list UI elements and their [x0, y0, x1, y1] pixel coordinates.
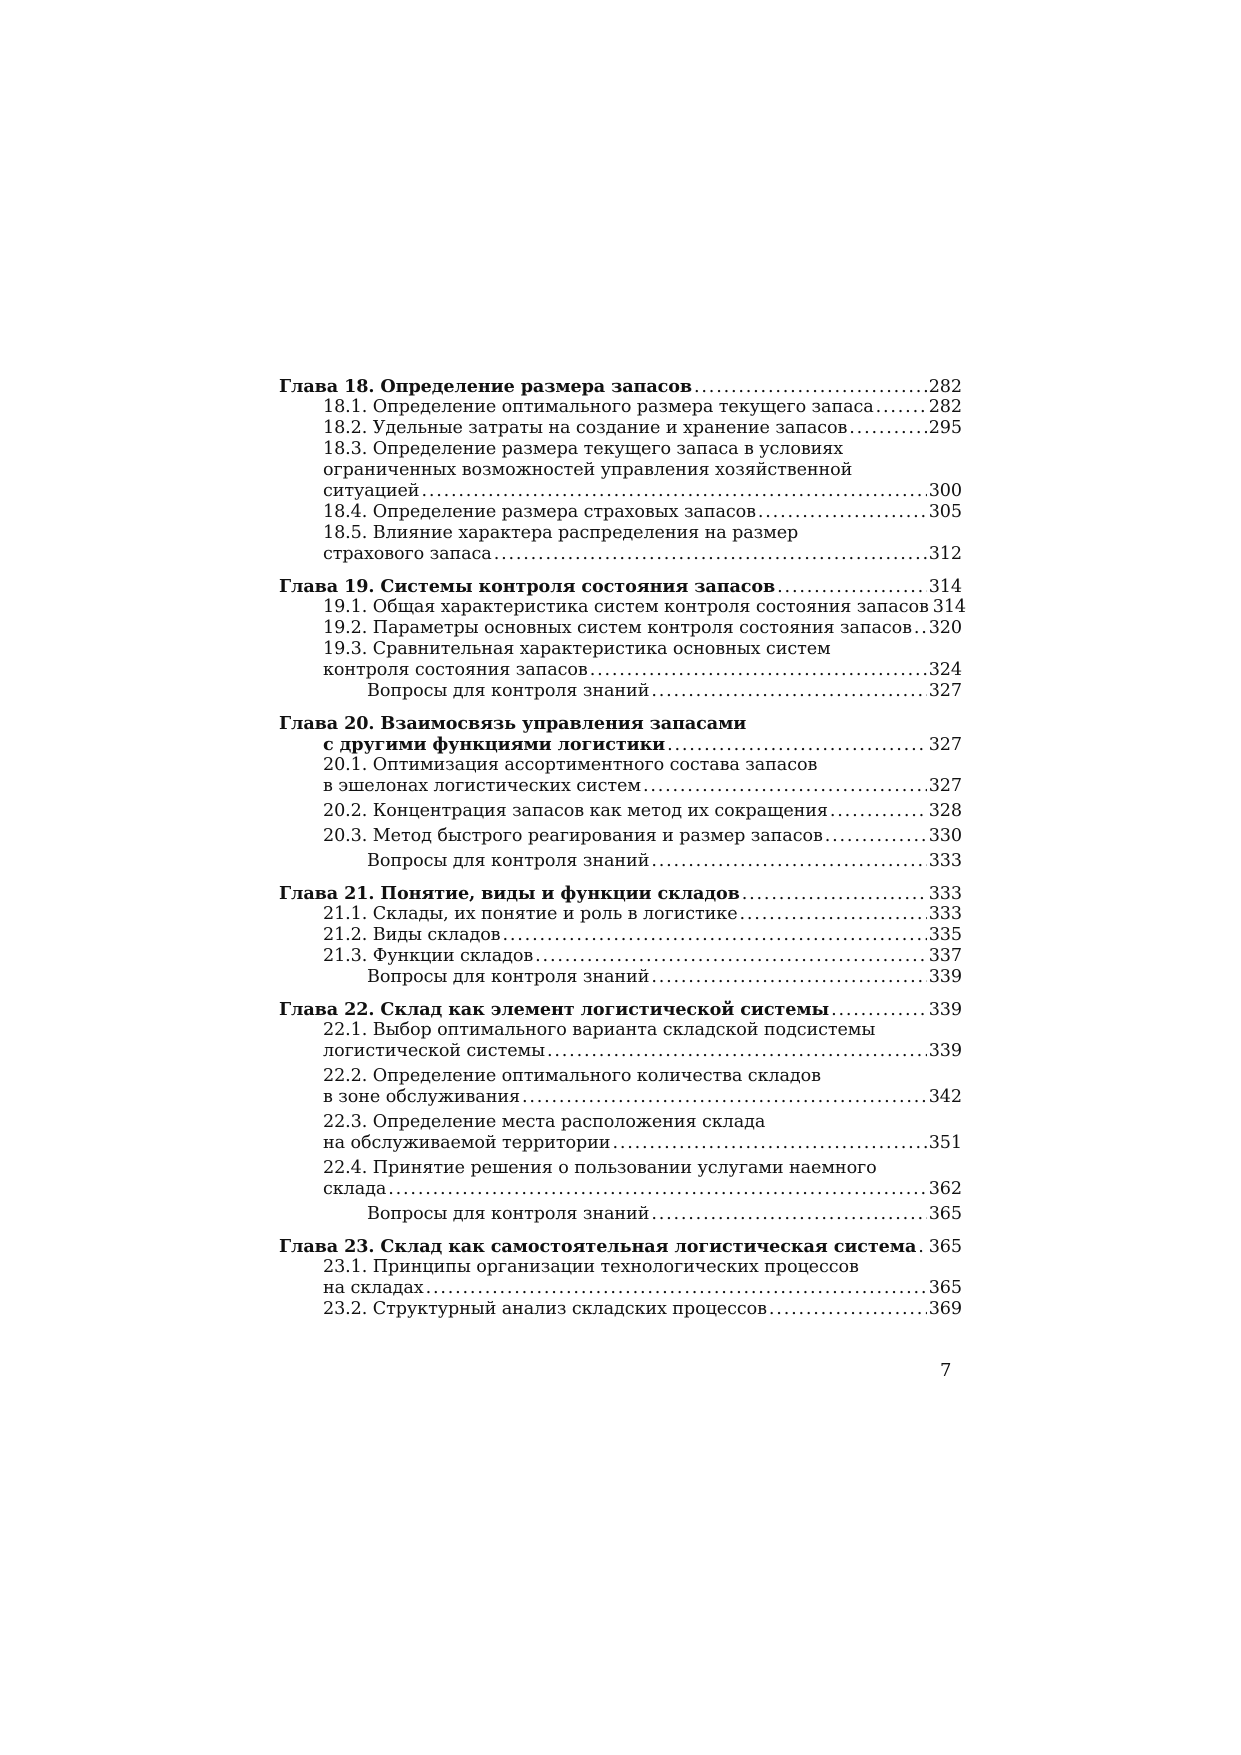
- toc-entry-title: 23.1. Принципы организации технологических процессов: [323, 1257, 859, 1277]
- leader-dots: [522, 1087, 927, 1108]
- toc-entry-title: 23.2. Структурный анализ складских процессов: [323, 1299, 767, 1319]
- leader-dots: [651, 681, 926, 702]
- toc-page-number: 330: [928, 826, 962, 846]
- toc-page-number: 327: [928, 735, 962, 755]
- toc-entry-title: 19.2. Параметры основных систем контроля состояния запасов: [323, 618, 912, 638]
- toc-entry-title: логистической системы: [323, 1041, 545, 1061]
- toc-page-number: 324: [928, 660, 962, 680]
- toc-section[interactable]: [279, 439, 962, 502]
- toc-entry-title: 18.5. Влияние характера распределения на размер: [323, 523, 799, 543]
- leader-dots: [876, 397, 927, 418]
- toc-questions[interactable]: [279, 851, 962, 872]
- leader-dots: [740, 904, 927, 925]
- leader-dots: [426, 1278, 927, 1299]
- toc-entry-title: 18.1. Определение оптимального размера текущего запаса: [323, 397, 874, 417]
- leader-dots: [651, 851, 926, 872]
- leader-dots: [667, 735, 927, 756]
- toc-section[interactable]: [279, 904, 962, 925]
- leader-dots: [590, 660, 927, 681]
- toc-page-number: 365: [928, 1204, 962, 1224]
- toc-page-number: 365: [928, 1237, 962, 1257]
- toc-entry-title: 20.3. Метод быстрого реагирования и размер запасов: [323, 826, 823, 846]
- leader-dots: [503, 925, 927, 946]
- toc-entry-title: склада: [323, 1179, 387, 1199]
- toc-page-number: 314: [928, 577, 962, 597]
- leader-dots: [918, 1237, 926, 1258]
- leader-dots: [643, 776, 927, 797]
- leader-dots: [547, 1041, 927, 1062]
- toc-entry-title: 21.2. Виды складов: [323, 925, 501, 945]
- leader-dots: [825, 826, 927, 847]
- toc-entry-title: ограниченных возможностей управления хозяйственной: [323, 460, 853, 480]
- toc-page-number: 300: [928, 481, 962, 501]
- toc-entry-title: с другими функциями логистики: [323, 734, 666, 755]
- toc-questions[interactable]: [279, 681, 962, 702]
- toc-entry-title: Глава 20. Взаимосвязь управления запасами: [279, 713, 747, 734]
- toc-section[interactable]: [279, 1158, 962, 1200]
- toc-page-number: 365: [928, 1278, 962, 1298]
- leader-dots: [535, 946, 927, 967]
- leader-dots: [651, 967, 926, 988]
- toc-entry-title: 19.3. Сравнительная характеристика основных систем: [323, 639, 831, 659]
- toc-section[interactable]: [279, 397, 962, 418]
- toc-entry-title: в зоне обслуживания: [323, 1087, 520, 1107]
- leader-dots: [612, 1133, 926, 1154]
- leader-dots: [831, 1000, 927, 1021]
- toc-entry-title: Глава 22. Склад как элемент логистической системы: [279, 999, 830, 1020]
- toc-chapter[interactable]: [279, 999, 962, 1020]
- toc-entry-title: 18.2. Удельные затраты на создание и хранение запасов: [323, 418, 848, 438]
- toc-section[interactable]: [279, 1020, 962, 1062]
- toc-entry-title: Глава 21. Понятие, виды и функции складов: [279, 883, 740, 904]
- toc-chapter[interactable]: [279, 576, 962, 597]
- toc-page-number: 337: [928, 946, 962, 966]
- toc-section[interactable]: [279, 1257, 962, 1299]
- toc-page-number: 335: [928, 925, 962, 945]
- toc-entry-title: 22.3. Определение места расположения склада: [323, 1112, 766, 1132]
- toc-page-number: 339: [928, 1041, 962, 1061]
- toc-chapter[interactable]: [279, 883, 962, 904]
- leader-dots: [494, 544, 927, 565]
- toc-section[interactable]: [279, 418, 962, 439]
- toc-chapter[interactable]: [279, 1236, 962, 1257]
- toc-entry-title: 20.2. Концентрация запасов как метод их сокращения: [323, 801, 828, 821]
- toc-section[interactable]: [279, 946, 962, 967]
- toc-entry-title: 19.1. Общая характеристика систем контроля состояния запасов: [323, 597, 929, 617]
- toc-page-number: 282: [928, 397, 962, 417]
- toc-chapter[interactable]: [279, 713, 962, 755]
- toc-page-number: 333: [928, 884, 962, 904]
- toc-section[interactable]: [279, 618, 962, 639]
- toc-section[interactable]: [279, 523, 962, 565]
- toc-entry-title: Глава 23. Склад как самостоятельная логистическая система: [279, 1236, 917, 1257]
- toc-section[interactable]: [279, 502, 962, 523]
- toc-page-number: 327: [928, 776, 962, 796]
- toc-entry-title: 18.3. Определение размера текущего запаса в условиях: [323, 439, 844, 459]
- toc-section[interactable]: [279, 755, 962, 797]
- toc-entry-title: на обслуживаемой территории: [323, 1133, 611, 1153]
- toc-entry-title: на складах: [323, 1278, 424, 1298]
- toc-page-number: 305: [928, 502, 962, 522]
- leader-dots: [694, 377, 927, 398]
- toc-section[interactable]: [279, 1066, 962, 1108]
- leader-dots: [421, 481, 926, 502]
- toc-section[interactable]: [279, 597, 967, 618]
- toc-page-number: 282: [928, 377, 962, 397]
- toc-section[interactable]: [279, 1112, 962, 1154]
- toc-page-number: 351: [928, 1133, 962, 1153]
- toc-entry-title: 21.1. Склады, их понятие и роль в логистике: [323, 904, 738, 924]
- toc-entry-title: Вопросы для контроля знаний: [367, 851, 650, 871]
- leader-dots: [769, 1299, 927, 1320]
- toc-questions[interactable]: [279, 967, 962, 988]
- toc-section[interactable]: [279, 1299, 962, 1320]
- toc-page-number: 333: [928, 851, 962, 871]
- toc-entry-title: 22.2. Определение оптимального количества складов: [323, 1066, 821, 1086]
- toc-page-number: 369: [928, 1299, 962, 1319]
- toc-section[interactable]: [279, 801, 962, 822]
- leader-dots: [758, 502, 927, 523]
- toc-entry-title: 22.1. Выбор оптимального варианта складской подсистемы: [323, 1020, 876, 1040]
- toc-page-number: 342: [928, 1087, 962, 1107]
- toc-entry-title: 21.3. Функции складов: [323, 946, 534, 966]
- toc-page-number: 333: [928, 904, 962, 924]
- toc-page-number: 295: [928, 418, 962, 438]
- table-of-contents: [279, 376, 967, 1320]
- toc-entry-title: страхового запаса: [323, 544, 492, 564]
- leader-dots: [830, 801, 927, 822]
- toc-page-number: 328: [928, 801, 962, 821]
- toc-section[interactable]: [279, 925, 962, 946]
- toc-page-number: 327: [928, 681, 962, 701]
- toc-entry-title: Глава 18. Определение размера запасов: [279, 376, 693, 397]
- toc-section[interactable]: [279, 826, 962, 847]
- toc-section[interactable]: [279, 639, 962, 681]
- toc-page-number: 320: [928, 618, 962, 638]
- page-number: 7: [940, 1360, 952, 1381]
- toc-entry-title: ситуацией: [323, 481, 420, 501]
- leader-dots: [651, 1204, 926, 1225]
- toc-entry-title: Вопросы для контроля знаний: [367, 1204, 650, 1224]
- leader-dots: [388, 1179, 926, 1200]
- toc-entry-title: в эшелонах логистических систем: [323, 776, 641, 796]
- toc-entry-title: 18.4. Определение размера страховых запасов: [323, 502, 756, 522]
- toc-entry-title: 20.1. Оптимизация ассортиментного состава запасов: [323, 755, 818, 775]
- toc-questions[interactable]: [279, 1204, 962, 1225]
- toc-page-number: 314: [932, 597, 967, 617]
- leader-dots: [849, 418, 926, 439]
- toc-entry-title: Глава 19. Системы контроля состояния запасов: [279, 576, 776, 597]
- toc-page-number: 362: [928, 1179, 962, 1199]
- toc-page-number: 339: [928, 967, 962, 987]
- toc-entry-title: контроля состояния запасов: [323, 660, 588, 680]
- leader-dots: [777, 577, 927, 598]
- toc-page-number: 339: [928, 1000, 962, 1020]
- leader-dots: [914, 618, 927, 639]
- toc-entry-title: Вопросы для контроля знаний: [367, 681, 650, 701]
- toc-page-number: 312: [928, 544, 962, 564]
- toc-chapter[interactable]: [279, 376, 962, 397]
- toc-entry-title: 22.4. Принятие решения о пользовании услугами наемного: [323, 1158, 877, 1178]
- toc-entry-title: Вопросы для контроля знаний: [367, 967, 650, 987]
- leader-dots: [742, 884, 927, 905]
